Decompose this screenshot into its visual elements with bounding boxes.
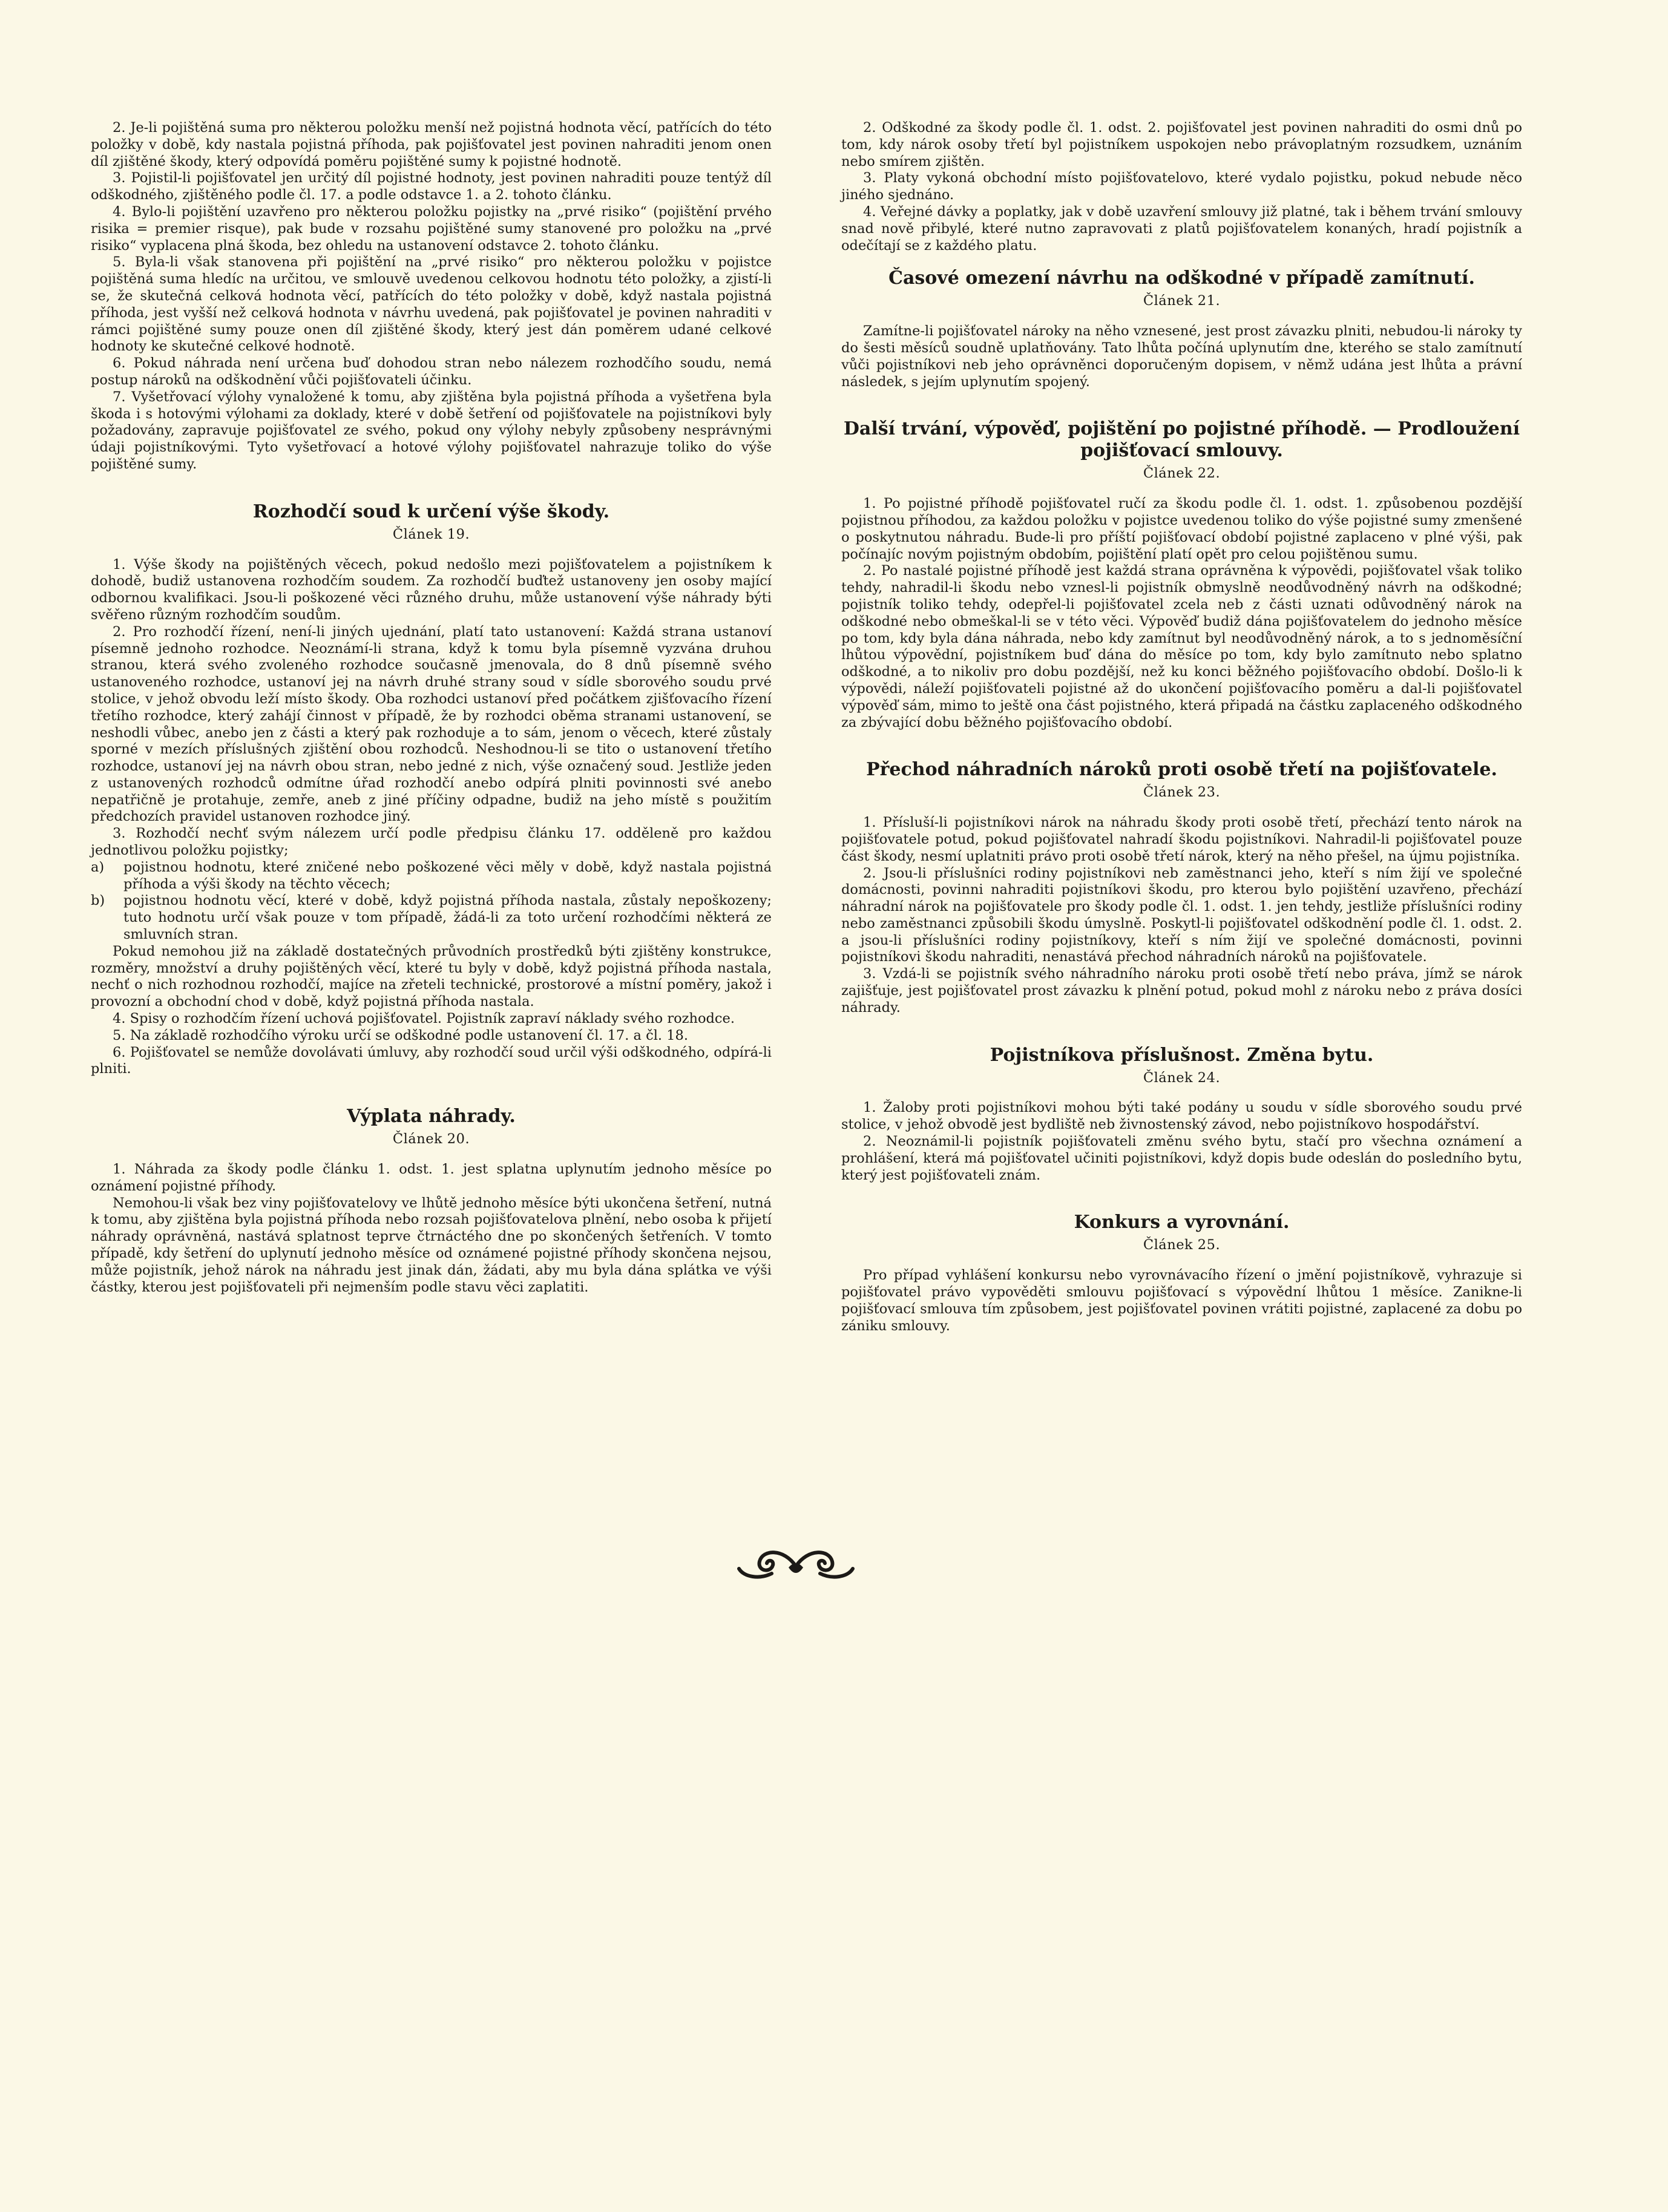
paragraph: Zamítne-li pojišťovatel nároky na něho vznesené, jest prost závazku plniti, nebudou-li nároky ty do šesti měsíců soudně uplatňovány. Tato lhůta počíná uplynutím dne, kterého se stalo zamítnutí vůči pojistníkovi neb jeho oprávněnci doporučeným dopisem, v němž udána jest lhůta a právní následek, s jejím uplynutím spojený. xyxy=(841,323,1522,390)
paragraph: Nemohou-li však bez viny pojišťovatelovy ve lhůtě jednoho měsíce býti ukončena šetření, nutná k tomu, aby zjištěna byla pojistná příhoda nebo rozsah pojišťovatelova plnění, nebo osoba k přijetí náhrady oprávněná, nastává splatnost teprve čtrnáctého dne po skončených šetřeních. V tomto případě, kdy šetření do uplynutí jednoho měsíce od oznámené pojistné příhody skončena nejsou, může pojistník, jehož nárok na náhradu jest jinak dán, žádati, aby mu byla dána splátka ve výši částky, kterou jest pojišťovateli při nejmenším podle stavu věci zaplatiti. xyxy=(91,1195,772,1295)
article-number: Článek 21. xyxy=(1143,293,1221,309)
list-item-text: pojistnou hodnotu, které zničené nebo poškozené věci měly v době, když nastala pojistná příhoda a výši škody na těchto věcech; xyxy=(123,859,772,892)
paragraph: 2. Odškodné za škody podle čl. 1. odst. 2. pojišťovatel jest povinen nahraditi do osmi dnů po tom, kdy nárok osoby třetí byl pojistníkem uspokojen nebo právoplatným rozsudkem, uznáním nebo smírem zjištěn. xyxy=(841,120,1522,169)
section-bankruptcy xyxy=(841,1212,1522,1334)
paragraph: 2. Jsou-li příslušníci rodiny pojistníkovi neb zaměstnanci jeho, kteří s ním žijí ve společné domácnosti, povinni nahraditi pojistníkovi škodu, pro kterou bylo pojištění uzavřeno, přechází náhradní nárok na pojišťovatele pro škody podle čl. 1. odst. 1. jen tehdy, jestliže příslušníci rodiny nebo zaměstnanci způsobili škodu úmyslně. Poskytl-li pojišťovatel odškodnění podle čl. 1. odst. 2. a jsou-li příslušníci rodiny pojistníkovy, kteří s ním žijí ve společné domácnosti, povinni pojistníkovi škodu nahraditi, nenastává přechod náhradních nároků na pojišťovatele. xyxy=(841,865,1522,965)
paragraph: 3. Platy vykoná obchodní místo pojišťovatelovo, které vydalo pojistku, pokud nebude něco jiného sjednáno. xyxy=(841,170,1522,203)
list-item-text: pojistnou hodnotu věcí, které v době, když pojistná příhoda nastala, zůstaly nepoškozeny; tuto hodnotu určí však pouze v tom případě, žádá-li za toto určení rozhodčími některá ze smluvních stran. xyxy=(123,893,772,943)
section-heading: Časové omezení návrhu na odškodné v případě zamítnutí. xyxy=(888,267,1475,289)
article-number: Článek 23. xyxy=(1143,784,1221,801)
list-item xyxy=(91,859,772,893)
article-number: Článek 22. xyxy=(1143,465,1221,482)
section-subrogation xyxy=(841,759,1522,1016)
paragraph: 1. Žaloby proti pojistníkovi mohou býti také podány u soudu v sídle sborového soudu prvé stolice, v jehož obvodě jest bydliště neb živnostenský závod, nebo pojistníkovo hospodářství. xyxy=(841,1100,1522,1133)
section-heading: Přechod náhradních nároků proti osobě třetí na pojišťovatele. xyxy=(866,759,1497,781)
article-18-continuation xyxy=(91,120,772,473)
section-heading: Výplata náhrady. xyxy=(347,1106,516,1127)
section-payment xyxy=(91,1106,772,1296)
article-number: Článek 20. xyxy=(392,1131,470,1147)
section-arbitration xyxy=(91,501,772,1078)
paragraph: 6. Pojišťovatel se nemůže dovolávati úmluvy, aby rozhodčí soud určil výši odškodného, odpírá-li plniti. xyxy=(91,1044,772,1077)
section-heading: Pojistníkova příslušnost. Změna bytu. xyxy=(990,1044,1374,1066)
paragraph: 5. Na základě rozhodčího výroku určí se odškodné podle ustanovení čl. 17. a čl. 18. xyxy=(113,1027,688,1043)
paragraph: 4. Veřejné dávky a poplatky, jak v době uzavření smlouvy již platné, tak i během trvání smlouvy snad nově přibylé, které nutno zapravovati z platů pojišťovatelem konaných, hradí pojistník a odečítají se z každého platu. xyxy=(841,203,1522,254)
paragraph: 1. Náhrada za škody podle článku 1. odst. 1. jest splatna uplynutím jednoho měsíce po oznámení pojistné příhody. xyxy=(91,1161,772,1194)
scroll-flourish-icon xyxy=(735,1542,856,1584)
paragraph: 3. Pojistil-li pojišťovatel jen určitý díl pojistné hodnoty, jest povinen nahraditi pouze tentýž díl odškodného, zjištěného podle čl. 17. a podle odstavce 1. a 2. tohoto článku. xyxy=(91,170,772,203)
list-marker: b) xyxy=(91,893,105,909)
paragraph: 2. Je-li pojištěná suma pro některou položku menší než pojistná hodnota věcí, patřících do této položky v době, kdy nastala pojistná příhoda, pak pojišťovatel jest povinen nahraditi jenom onen díl zjištěné škody, který odpovídá poměru pojištěné sumy k pojistné hodnotě. xyxy=(91,120,772,169)
paragraph: 7. Vyšetřovací výlohy vynaložené k tomu, aby zjištěna byla pojistná příhoda a vyšetřena byla škoda i s hotovými výlohami za doklady, které v době šetření od pojišťovatele na pojistníkovi byly požadovány, zapravuje pojišťovatel ze svého, pokud ony výlohy nebyly způsobeny nesprávnými údaji pojistníkovými. Tyto vyšetřovací a hotové výlohy pojišťovatel nahrazuje toliko do výše pojištěné sumy. xyxy=(91,389,772,472)
paragraph: 4. Bylo-li pojištění uzavřeno pro některou položku pojistky na „prvé risiko“ (pojištění prvého risika = premier risque), pak bude v rozsahu pojištěné sumy stanovené pro položku na „prvé risiko“ vyplacena plná škoda, bez ohledu na ustanovení odstavce 2. tohoto článku. xyxy=(91,203,772,254)
paragraph: 3. Rozhodčí nechť svým nálezem určí podle předpisu článku 17. odděleně pro každou jednotlivou položku pojistky; xyxy=(91,825,772,859)
paragraph: 2. Neoznámil-li pojistník pojišťovateli změnu svého bytu, stačí pro všechna oznámení a prohlášení, která má pojišťovatel učiniti pojistníkovi, když dopis bude odeslán do posledního bytu, který jest pojišťovateli znám. xyxy=(841,1134,1522,1183)
paragraph: 1. Po pojistné příhodě pojišťovatel ručí za škodu podle čl. 1. odst. 1. způsobenou pozdější pojistnou příhodou, za každou položku v pojistce uvedenou toliko do výše pojistné sumy zmenšené o poskytnutou náhradu. Bude-li pro příští pojišťovací období pojistné zaplaceno v plné výši, pak počínajíc novým pojistným obdobím, pojištění platí opět pro celou pojištěnou sumu. xyxy=(841,496,1522,562)
left-column xyxy=(91,120,772,1296)
section-jurisdiction xyxy=(841,1045,1522,1184)
paragraph: 1. Výše škody na pojištěných věcech, pokud nedošlo mezi pojišťovatelem a pojistníkem k dohodě, budiž ustanovena rozhodčím soudem. Za rozhodčí buďtež ustanoveny jen osoby mající odbornou kvalifikaci. Jsou-li poškozené věci různého druhu, může ustanovení výše náhrady býti svěřeno různým rozhodčím soudům. xyxy=(91,556,772,623)
paragraph: 6. Pokud náhrada není určena buď dohodou stran nebo nálezem rozhodčího soudu, nemá postup nároků na odškodnění vůči pojišťovateli účinku. xyxy=(91,355,772,388)
right-column xyxy=(841,120,1522,1334)
paragraph: Pokud nemohou již na základě dostatečných průvodních prostředků býti zjištěny konstrukce, rozměry, množství a druhy pojištěných věcí, které tu byly v době, když pojistná příhoda nastala, nechť o nich rozhodnou rozhodčí, majíce na zřeteli technické, prostorové a místní poměry, jakož i provozní a obchodní chod v době, když pojistná příhoda nastala. xyxy=(91,943,772,1010)
section-heading: Rozhodčí soud k určení výše škody. xyxy=(252,500,610,522)
article-number: Článek 25. xyxy=(1143,1237,1221,1253)
paragraph: 5. Byla-li však stanovena při pojištění na „prvé risiko“ pro některou položku v pojistce pojištěná suma hledíc na určitou, ve smlouvě uvedenou celkovou hodnotu této položky, a zjistí-li se, že skutečná celková hodnota věcí, patřících do této položky v době, když nastala pojistná příhoda, jest vyšší než celková hodnota v návrhu uvedená, pak pojišťovatel je povinen nahraditi v rámci pojištěné sumy pouze onen díl zjištěné škody, který jest dán poměrem udané celkové hodnoty ke skutečné celkové hodnotě. xyxy=(91,254,772,355)
article-number: Článek 24. xyxy=(1143,1069,1221,1086)
section-continuation-termination xyxy=(841,418,1522,731)
list-marker: a) xyxy=(91,859,105,875)
paragraph: 3. Vzdá-li se pojistník svého náhradního nároku proti osobě třetí nebo práva, jímž se nárok zajišťuje, jest pojišťovatel prost závazku k plnění potud, pokud mohl z nároku nebo z práva dosíci náhrady. xyxy=(841,966,1522,1016)
paragraph: 2. Po nastalé pojistné příhodě jest každá strana oprávněna k výpovědi, pojišťovatel však toliko tehdy, nahradil-li škodu nebo vznesl-li pojistník obmyslně neodůvodněný návrh na odškodné; pojistník toliko tehdy, odepřel-li pojišťovatel zcela neb z části uznati odůvodněný nárok na odškodné nebo obmeškal-li se v této věci. Výpověď budiž dána pojišťovatelem do jednoho měsíce po tom, kdy byla dána náhrada, nebo kdy zamítnut byl neodůvodněný nárok, a to s jednoměsíční lhůtou výpovědní, pojistníkem buď dána do měsíce po tom, kdy bylo zamítnuto nebo splatno odškodné, a to nikoliv pro dobu pozdější, než ku konci běžného pojišťovacího období. Došlo-li k výpovědi, náleží pojišťovateli pojistné až do ukončení pojišťovacího poměru a dal-li pojišťovatel výpověď sám, mimo to ještě ona část pojistného, která připadá na částku zaplaceného odškodného za zbývající dobu běžného pojišťovacího období. xyxy=(841,563,1522,730)
paragraph: 4. Spisy o rozhodčím řízení uchová pojišťovatel. Pojistník zapraví náklady svého rozhodce. xyxy=(113,1011,735,1027)
list-item xyxy=(91,893,772,943)
section-heading: Další trvání, výpověď, pojištění po pojistné příhodě. — Prodloužení pojišťovací smlouvy. xyxy=(843,418,1520,462)
paragraph: 1. Přísluší-li pojistníkovi nárok na náhradu škody proti osobě třetí, přechází tento nárok na pojišťovatele potud, pokud pojišťovatel nahradí škodu pojistníkovi. Nahradil-li pojišťovatel pouze část škody, nesmí uplatniti právo proti osobě třetí nárok, který na něho přešel, na újmu pojistníka. xyxy=(841,815,1522,864)
article-20-continuation xyxy=(841,120,1522,254)
paragraph: 2. Pro rozhodčí řízení, není-li jiných ujednání, platí tato ustanovení: Každá strana ustanoví písemně jednoho rozhodce. Neoznámí-li strana, když k tomu byla písemně vyzvána druhou stranou, která svého zvoleného rozhodce současně jmenovala, do 8 dnů písemně svého ustanoveného rozhodce, ustanoví jej na návrh druhé strany soud v sídle sborového soudu prvé stolice, v jehož obvodu leží místo škody. Oba rozhodci ustanoví před počátkem zjišťovacího řízení třetího rozhodce, který zahájí činnost v případě, že by rozhodci oběma stranami ustanovení, se neshodli vůbec, anebo jen z části a který pak rozhoduje a to sám, jenom o věcech, které zůstaly sporné v mezích příslušných zjištění obou rozhodců. Neshodnou-li se tito o ustanovení třetího rozhodce, ustanoví jej na návrh obou stran, nebo jedné z nich, výše označený soud. Jestliže jeden z ustanovených rozhodců odmítne úřad rozhodčí anebo odpírá plniti povinnosti své anebo nepatřičně je protahuje, zemře, aneb z jiné příčiny odpadne, budiž na jeho místě s použitím předchozích pravidel ustanoven rozhodce jiný. xyxy=(91,623,772,825)
section-time-limit xyxy=(841,267,1522,390)
section-heading: Konkurs a vyrovnání. xyxy=(1074,1212,1290,1233)
article-number: Článek 19. xyxy=(392,526,470,542)
paragraph: Pro případ vyhlášení konkursu nebo vyrovnávacího řízení o jmění pojistníkově, vyhrazuje si pojišťovatel právo vypověděti smlouvu pojišťovací s výpovědní lhůtou 1 měsíce. Zanikne-li pojišťovací smlouva tím způsobem, jest pojišťovatel povinen vrátiti pojistné, zaplacené za dobu po zániku smlouvy. xyxy=(841,1267,1522,1334)
